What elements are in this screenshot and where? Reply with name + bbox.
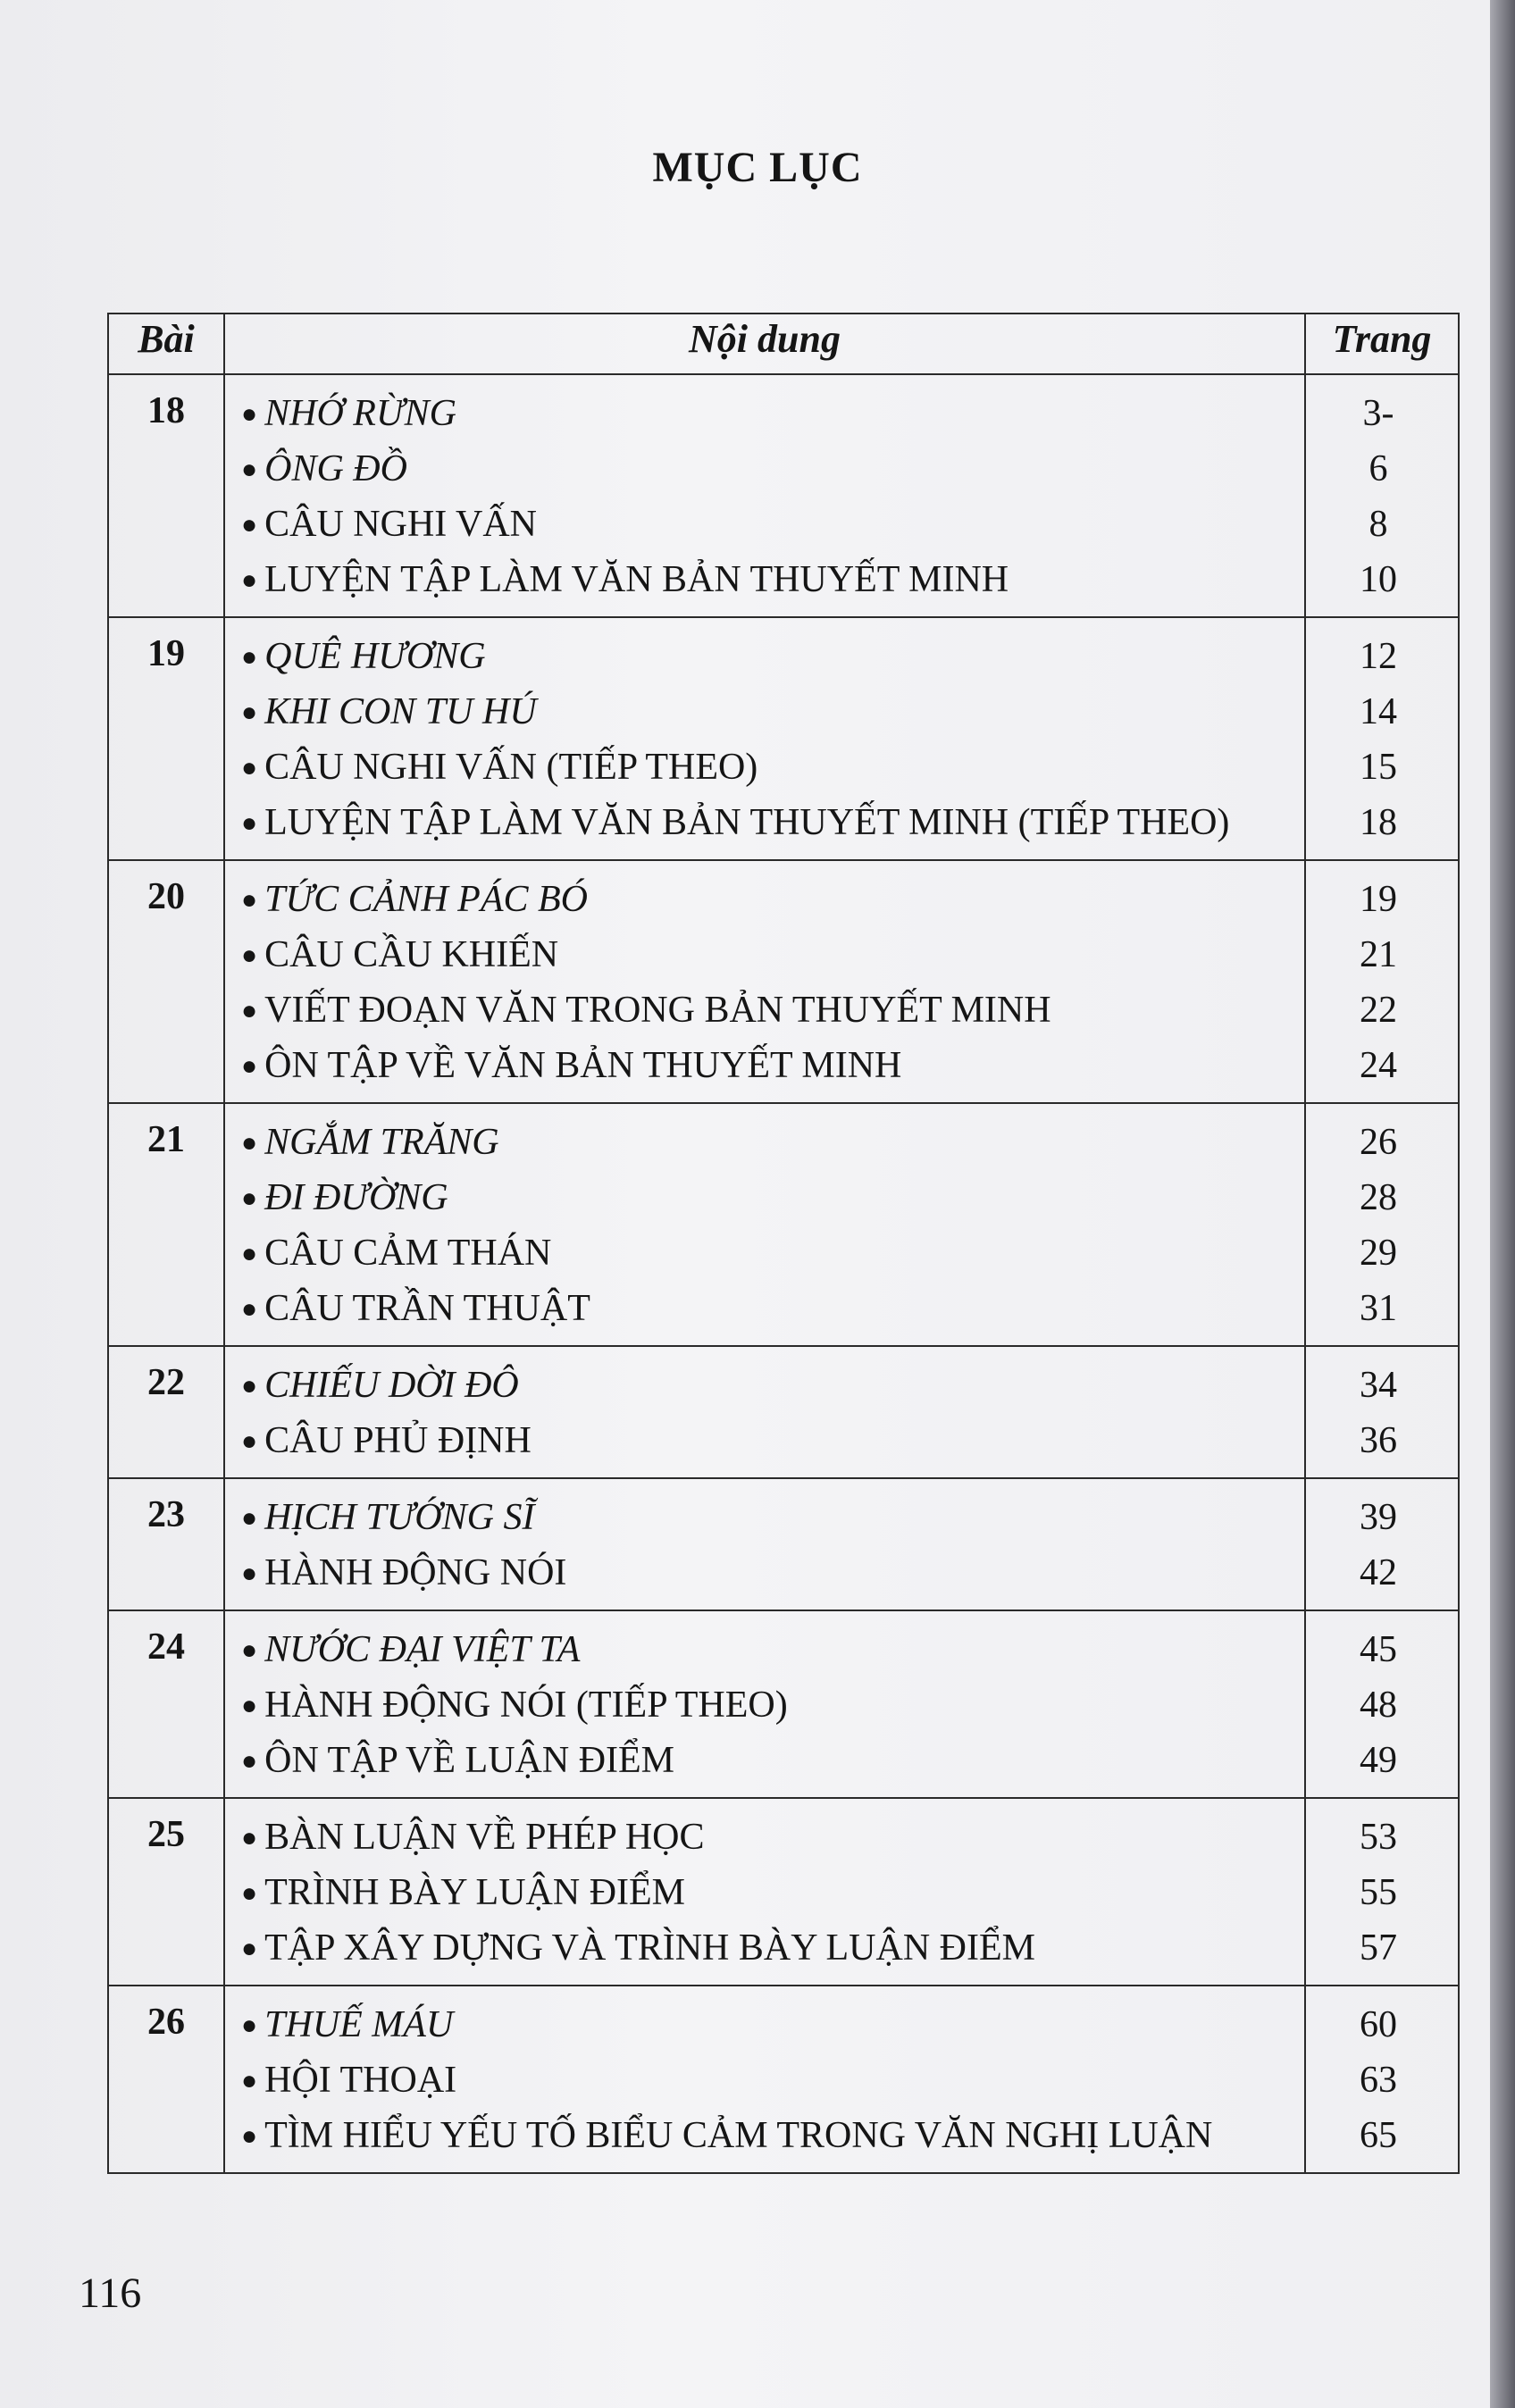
lesson-row (108, 617, 1459, 860)
toc-page-number: 31 (1360, 1288, 1397, 1329)
lesson-item-list (225, 1358, 1304, 1468)
toc-item-title: CÂU CẢM THÁN (264, 1233, 552, 1274)
lesson-contents (224, 1103, 1305, 1346)
toc-page-number: 14 (1360, 691, 1397, 732)
bullet-icon: ● (241, 808, 258, 838)
table-of-contents (107, 313, 1460, 2174)
bullet-icon: ● (241, 1051, 258, 1081)
bullet-icon: ● (241, 1559, 258, 1588)
toc-item (241, 740, 1304, 795)
toc-item-title: CÂU TRẦN THUẬT (264, 1288, 590, 1329)
bullet-icon: ● (241, 885, 258, 915)
toc-item (241, 1920, 1304, 1976)
lesson-number: 25 (108, 1798, 224, 1986)
lesson-item-list (225, 629, 1304, 850)
toc-item-title: TRÌNH BÀY LUẬN ĐIỂM (264, 1872, 686, 1913)
toc-item-title: NƯỚC ĐẠI VIỆT TA (264, 1629, 581, 1670)
toc-item (241, 1038, 1304, 1093)
lesson-row (108, 1986, 1459, 2173)
toc-item (241, 982, 1304, 1038)
bullet-icon: ● (241, 1426, 258, 1456)
toc-page-number: 15 (1360, 747, 1397, 788)
lesson-item-list (225, 1115, 1304, 1336)
bullet-icon: ● (241, 1934, 258, 1963)
bullet-icon: ● (241, 1128, 258, 1158)
toc-item-title: KHI CON TU HÚ (264, 691, 537, 732)
toc-item (241, 441, 1304, 497)
lesson-contents (224, 1798, 1305, 1986)
toc-page-number: 65 (1360, 2115, 1397, 2156)
lesson-contents (224, 1610, 1305, 1798)
toc-item (241, 1413, 1304, 1468)
toc-item (241, 1677, 1304, 1733)
toc-page-number: 53 (1360, 1817, 1397, 1858)
toc-item-title: NHỚ RỪNG (264, 393, 456, 434)
toc-item-title: CÂU NGHI VẤN (264, 504, 538, 545)
toc-page-number: 19 (1360, 879, 1397, 920)
bullet-icon: ● (241, 510, 258, 539)
bullet-icon: ● (241, 1503, 258, 1533)
toc-item-title: HÀNH ĐỘNG NÓI (264, 1552, 567, 1593)
bullet-icon: ● (241, 698, 258, 727)
bullet-icon: ● (241, 1746, 258, 1776)
lesson-pages (1305, 1986, 1459, 2173)
page-number: 116 (79, 2270, 142, 2317)
bullet-icon: ● (241, 642, 258, 672)
toc-page-number: 34 (1360, 1365, 1397, 1406)
toc-item (241, 629, 1304, 684)
bullet-icon: ● (241, 1183, 258, 1213)
toc-item-title: HỘI THOẠI (264, 2060, 457, 2101)
toc-page-number: 6 (1369, 448, 1388, 489)
toc-page-number: 3- (1362, 393, 1394, 434)
toc-item-title: THUẾ MÁU (264, 2004, 454, 2045)
lesson-row (108, 860, 1459, 1103)
toc-page-number: 42 (1360, 1552, 1397, 1593)
lesson-contents (224, 617, 1305, 860)
toc-item (241, 552, 1304, 607)
lesson-row (108, 1610, 1459, 1798)
toc-item (241, 795, 1304, 850)
toc-item (241, 497, 1304, 552)
toc-item (241, 1281, 1304, 1336)
lesson-number: 24 (108, 1610, 224, 1798)
toc-item-title: TẬP XÂY DỰNG VÀ TRÌNH BÀY LUẬN ĐIỂM (264, 1927, 1035, 1969)
toc-item (241, 1810, 1304, 1865)
bullet-icon: ● (241, 1878, 258, 1908)
toc-item (241, 1865, 1304, 1920)
bullet-icon: ● (241, 753, 258, 782)
toc-page-number: 12 (1360, 636, 1397, 677)
toc-item (241, 1545, 1304, 1601)
toc-item-title: CÂU CẦU KHIẾN (264, 934, 559, 975)
toc-page-number: 10 (1360, 559, 1397, 600)
lesson-number: 21 (108, 1103, 224, 1346)
toc-item (241, 2108, 1304, 2163)
lesson-row (108, 1478, 1459, 1610)
bullet-icon: ● (241, 2066, 258, 2095)
bullet-icon: ● (241, 1635, 258, 1665)
toc-item-title: ÔNG ĐỒ (264, 448, 407, 489)
toc-page-number: 36 (1360, 1420, 1397, 1461)
bullet-icon: ● (241, 996, 258, 1025)
lesson-row (108, 1346, 1459, 1478)
lesson-pages (1305, 617, 1459, 860)
lesson-number: 22 (108, 1346, 224, 1478)
toc-item (241, 1997, 1304, 2053)
toc-body (108, 374, 1459, 2173)
toc-page-number: 18 (1360, 802, 1397, 843)
lesson-item-list (225, 1622, 1304, 1788)
lesson-number: 19 (108, 617, 224, 860)
lesson-number: 23 (108, 1478, 224, 1610)
lesson-contents (224, 1346, 1305, 1478)
bullet-icon: ● (241, 2011, 258, 2040)
bullet-icon: ● (241, 941, 258, 970)
lesson-pages (1305, 1798, 1459, 1986)
toc-item-title: LUYỆN TẬP LÀM VĂN BẢN THUYẾT MINH (TIẾP THEO) (264, 802, 1230, 843)
toc-item-title: ĐI ĐƯỜNG (264, 1177, 448, 1218)
toc-page-number: 60 (1360, 2004, 1397, 2045)
lesson-item-list (225, 386, 1304, 607)
toc-item-title: VIẾT ĐOẠN VĂN TRONG BẢN THUYẾT MINH (264, 990, 1051, 1031)
bullet-icon: ● (241, 565, 258, 595)
lesson-row (108, 1103, 1459, 1346)
bullet-icon: ● (241, 2121, 258, 2151)
toc-page-number: 57 (1360, 1927, 1397, 1969)
bullet-icon: ● (241, 1294, 258, 1324)
toc-item (241, 386, 1304, 441)
toc-item (241, 1225, 1304, 1281)
bullet-icon: ● (241, 1371, 258, 1400)
page-edge-shadow (1490, 0, 1515, 2408)
toc-item-title: TỨC CẢNH PÁC BÓ (264, 879, 588, 920)
lesson-row (108, 1798, 1459, 1986)
header-page: Trang (1305, 314, 1459, 374)
bullet-icon: ● (241, 1691, 258, 1720)
lesson-row (108, 374, 1459, 617)
toc-item (241, 1170, 1304, 1225)
lesson-number: 18 (108, 374, 224, 617)
bullet-icon: ● (241, 1823, 258, 1852)
toc-item (241, 684, 1304, 740)
toc-item-title: LUYỆN TẬP LÀM VĂN BẢN THUYẾT MINH (264, 559, 1009, 600)
lesson-contents (224, 1986, 1305, 2173)
lesson-item-list (225, 1490, 1304, 1601)
toc-item-title: QUÊ HƯƠNG (264, 636, 486, 677)
toc-item-title: TÌM HIỂU YẾU TỐ BIỂU CẢM TRONG VĂN NGHỊ LUẬN (264, 2115, 1213, 2156)
toc-page-number: 45 (1360, 1629, 1397, 1670)
lesson-pages (1305, 1610, 1459, 1798)
lesson-contents (224, 374, 1305, 617)
toc-item (241, 1115, 1304, 1170)
toc-item (241, 1490, 1304, 1545)
lesson-pages (1305, 1103, 1459, 1346)
toc-item-title: HÀNH ĐỘNG NÓI (TIẾP THEO) (264, 1685, 788, 1726)
lesson-item-list (225, 1810, 1304, 1976)
toc-page-number: 48 (1360, 1685, 1397, 1726)
toc-page-number: 63 (1360, 2060, 1397, 2101)
toc-item-title: ÔN TẬP VỀ VĂN BẢN THUYẾT MINH (264, 1045, 902, 1086)
lesson-item-list (225, 872, 1304, 1093)
lesson-contents (224, 1478, 1305, 1610)
toc-item-title: ÔN TẬP VỀ LUẬN ĐIỂM (264, 1740, 675, 1781)
toc-item-title: NGẮM TRĂNG (264, 1122, 499, 1163)
lesson-pages (1305, 1478, 1459, 1610)
toc-page-number: 28 (1360, 1177, 1397, 1218)
toc-page-number: 22 (1360, 990, 1397, 1031)
lesson-item-list (225, 1997, 1304, 2163)
toc-item-title: CÂU PHỦ ĐỊNH (264, 1420, 532, 1461)
page-title: MỤC LỤC (652, 144, 863, 191)
lesson-number: 26 (108, 1986, 224, 2173)
toc-page-number: 24 (1360, 1045, 1397, 1086)
toc-item (241, 872, 1304, 927)
toc-item (241, 1733, 1304, 1788)
toc-item (241, 927, 1304, 982)
toc-item (241, 1358, 1304, 1413)
lesson-contents (224, 860, 1305, 1103)
toc-item-title: CÂU NGHI VẤN (TIẾP THEO) (264, 747, 758, 788)
lesson-pages (1305, 860, 1459, 1103)
toc-page-number: 26 (1360, 1122, 1397, 1163)
toc-item-title: BÀN LUẬN VỀ PHÉP HỌC (264, 1817, 705, 1858)
toc-page-number: 8 (1369, 504, 1388, 545)
bullet-icon: ● (241, 455, 258, 484)
lesson-number: 20 (108, 860, 224, 1103)
toc-item (241, 1622, 1304, 1677)
toc-item-title: CHIẾU DỜI ĐÔ (264, 1365, 519, 1406)
bullet-icon: ● (241, 399, 258, 429)
lesson-pages (1305, 1346, 1459, 1478)
header-content: Nội dung (224, 314, 1305, 374)
bullet-icon: ● (241, 1239, 258, 1268)
toc-page-number: 55 (1360, 1872, 1397, 1913)
lesson-pages (1305, 374, 1459, 617)
header-row (108, 314, 1459, 374)
toc-item (241, 2053, 1304, 2108)
toc-item-title: HỊCH TƯỚNG SĨ (264, 1497, 535, 1538)
toc-page-number: 49 (1360, 1740, 1397, 1781)
toc-page-number: 21 (1360, 934, 1397, 975)
header-lesson: Bài (108, 314, 224, 374)
toc-page-number: 39 (1360, 1497, 1397, 1538)
toc-page-number: 29 (1360, 1233, 1397, 1274)
